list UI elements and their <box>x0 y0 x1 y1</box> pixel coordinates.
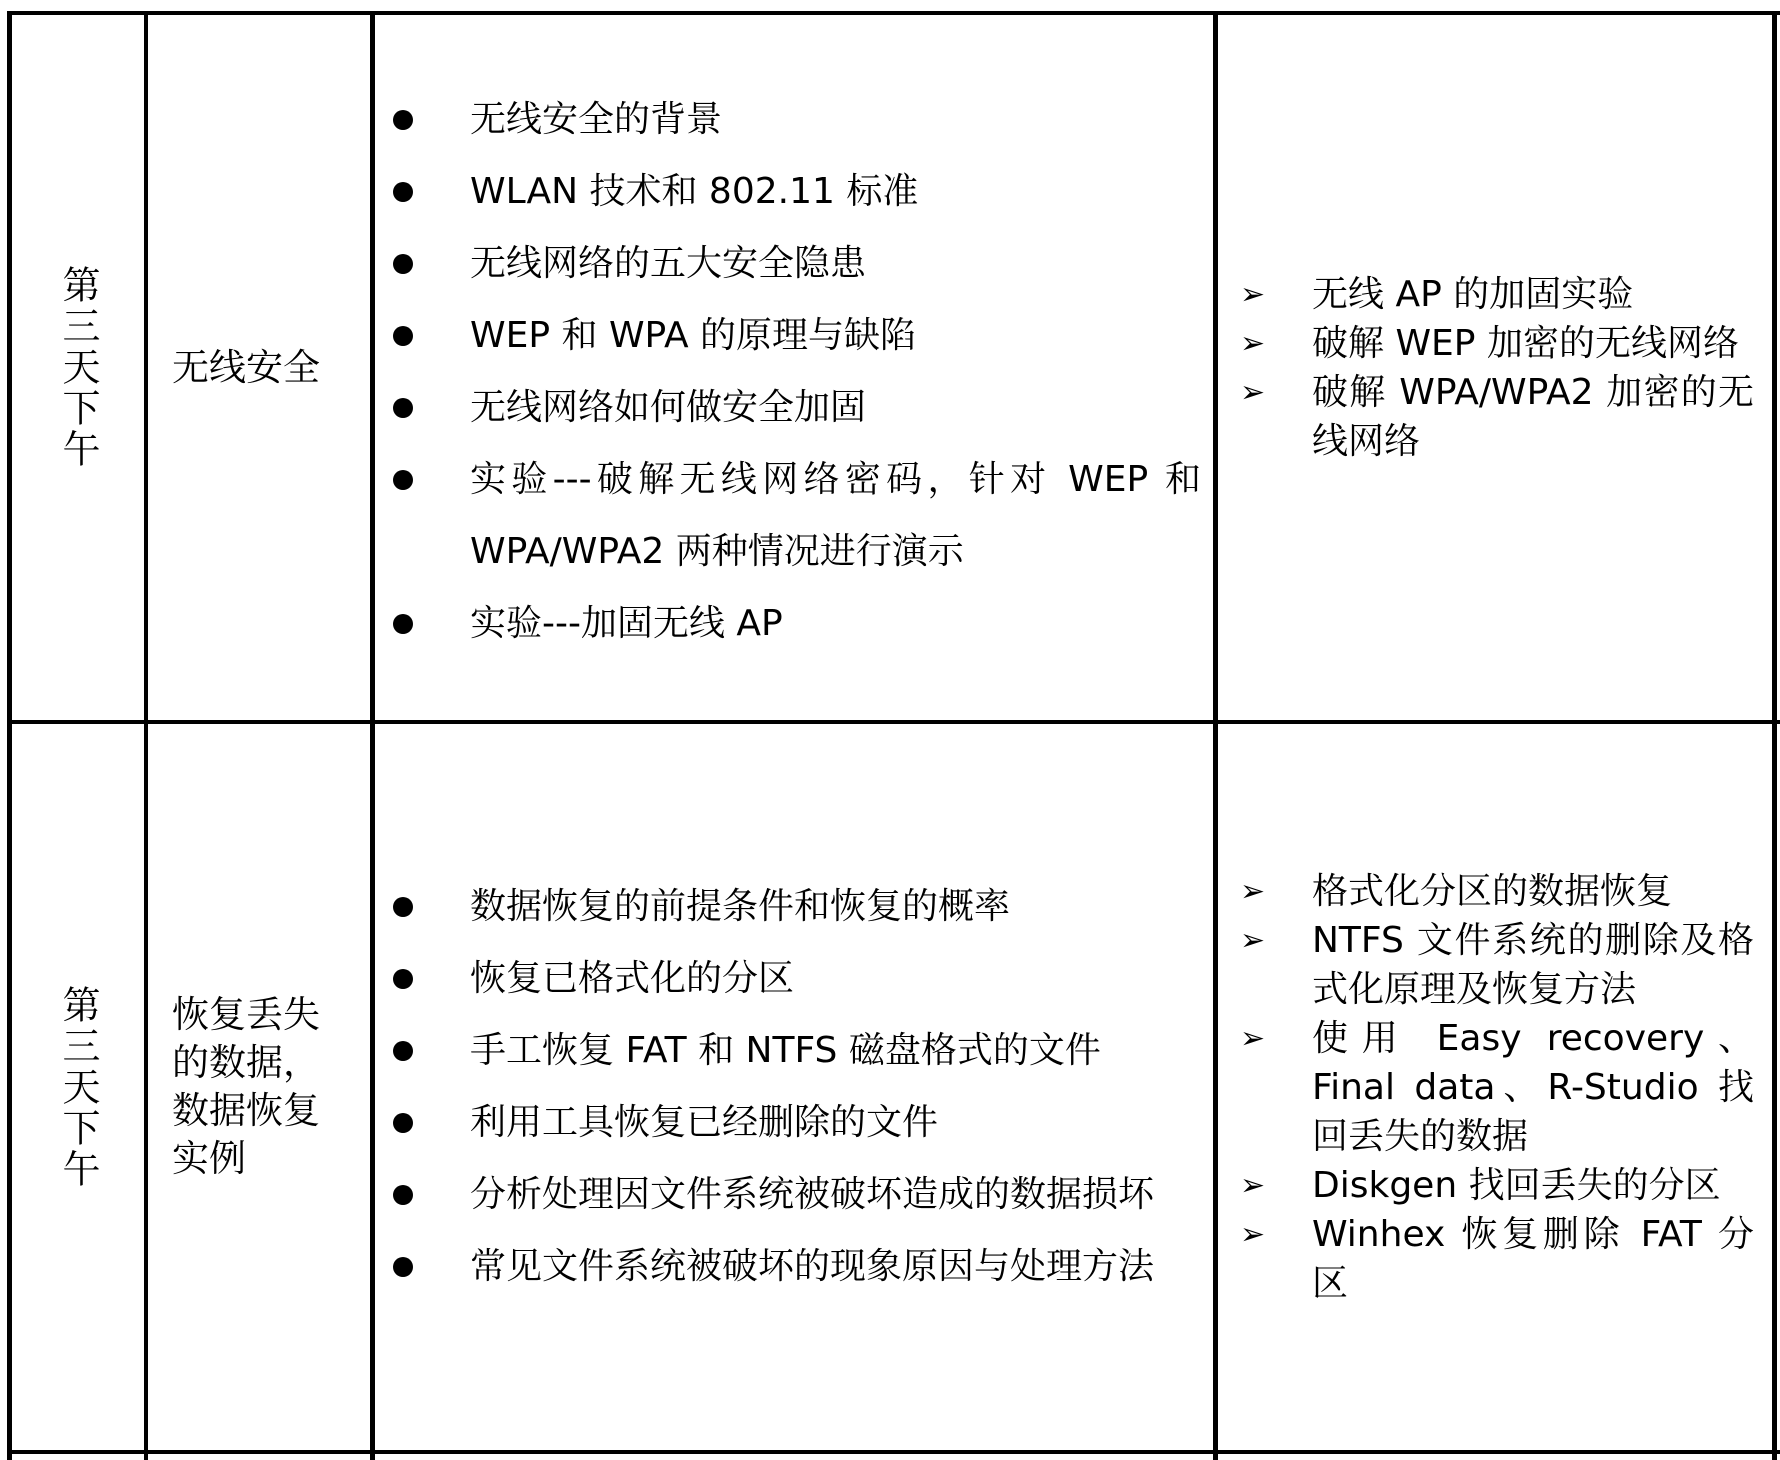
content-bullet-item: WLAN 技术和 802.11 标准 <box>375 156 1201 228</box>
table-right-border <box>1772 11 1777 1460</box>
lab-arrow-item: ➢ 格式化分区的数据恢复 <box>1218 867 1754 916</box>
content-bullet-item: 实验---加固无线 AP <box>375 588 1201 660</box>
table-row-day-cell <box>12 15 144 720</box>
topic-label: 无线安全 <box>172 345 320 389</box>
content-bullet-item: 常见文件系统被破坏的现象原因与处理方法 <box>375 1231 1201 1303</box>
lab-arrow-item: ➢ NTFS 文件系统的删除及格式化原理及恢复方法 <box>1218 916 1754 1014</box>
table-bottom-border <box>7 1450 1780 1454</box>
content-bullet-item: 数据恢复的前提条件和恢复的概率 <box>375 871 1201 943</box>
content-bullet-item: 手工恢复 FAT 和 NTFS 磁盘格式的文件 <box>375 1015 1201 1087</box>
table-row-day-cell <box>12 724 144 1450</box>
content-bullet-item: 无线安全的背景 <box>375 84 1201 156</box>
content-bullet-item: 无线网络的五大安全隐患 <box>375 228 1201 300</box>
topic-label: 恢复丢失的数据，数据恢复实例 <box>172 993 320 1180</box>
lab-arrow-item: ➢ Winhex 恢复删除 FAT 分区 <box>1218 1210 1754 1308</box>
lab-arrow-item: ➢ 无线 AP 的加固实验 <box>1218 270 1754 319</box>
table-row-lab-cell <box>1218 15 1772 720</box>
table-row-topic-cell <box>148 15 370 720</box>
content-bullet-item: 恢复已格式化的分区 <box>375 943 1201 1015</box>
lab-arrow-list <box>1218 867 1772 1308</box>
content-bullet-item: 实验---破解无线网络密码，针对 WEP 和 WPA/WPA2 两种情况进行演示 <box>375 444 1201 588</box>
table-row-lab-cell <box>1218 724 1772 1450</box>
table-row-topic-cell <box>148 724 370 1450</box>
content-bullet-item: 分析处理因文件系统被破坏造成的数据损坏 <box>375 1159 1201 1231</box>
table-row-content-cell <box>375 15 1213 720</box>
lab-arrow-item: ➢ 破解 WEP 加密的无线网络 <box>1218 319 1754 368</box>
content-bullet-item: 无线网络如何做安全加固 <box>375 372 1201 444</box>
table-row-content-cell <box>375 724 1213 1450</box>
lab-arrow-item: ➢ 使用 Easy recovery、Final data、R-Studio 找回丢失的数据 <box>1218 1014 1754 1161</box>
lab-arrow-list <box>1218 270 1772 466</box>
lab-arrow-item: ➢ 破解 WPA/WPA2 加密的无线网络 <box>1218 368 1754 466</box>
content-bullet-list <box>375 871 1213 1303</box>
content-bullet-item: 利用工具恢复已经删除的文件 <box>375 1087 1201 1159</box>
day-label: 第三天下午 <box>56 984 100 1190</box>
content-bullet-item: WEP 和 WPA 的原理与缺陷 <box>375 300 1201 372</box>
content-bullet-list <box>375 84 1213 660</box>
lab-arrow-item: ➢ Diskgen 找回丢失的分区 <box>1218 1161 1754 1210</box>
day-label: 第三天下午 <box>56 265 100 470</box>
